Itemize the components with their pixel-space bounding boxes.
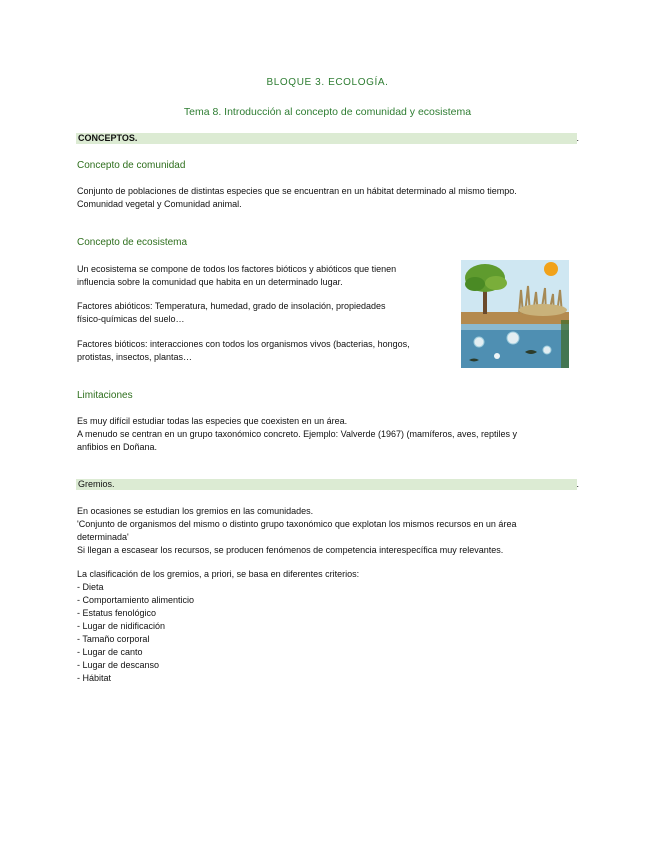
list-item: - Tamaño corporal bbox=[77, 634, 150, 644]
paragraph-abioticos bbox=[77, 300, 457, 326]
text-line: Un ecosistema se compone de todos los factores bióticos y abióticos que tienen bbox=[77, 264, 397, 274]
paragraph-gremios bbox=[77, 505, 516, 557]
microorganism bbox=[543, 346, 551, 354]
text-line: Es muy difícil estudiar todas las especies que coexisten en un área. bbox=[77, 416, 348, 426]
text-line: Comunidad vegetal y Comunidad animal. bbox=[77, 199, 242, 209]
text-line: En ocasiones se estudian los gremios en las comunidades. bbox=[77, 506, 314, 516]
document-subtitle: Tema 8. Introducción al concepto de comunidad y ecosistema bbox=[183, 106, 472, 118]
document-title: BLOQUE 3. ECOLOGÍA. bbox=[266, 77, 389, 88]
grass-mound bbox=[519, 304, 567, 316]
section-band-conceptos bbox=[76, 133, 577, 144]
tree-canopy-right bbox=[485, 276, 507, 290]
text-line: 'Conjunto de organismos del mismo o distinto grupo taxonómico que explotan los mismos recursos en un área bbox=[77, 519, 517, 529]
microorganism bbox=[494, 353, 500, 359]
criteria-list bbox=[77, 581, 359, 685]
paragraph-ecosistema bbox=[77, 263, 457, 289]
illustration-water-surface bbox=[461, 324, 569, 330]
list-item: - Estatus fenológico bbox=[77, 608, 157, 618]
list-item: - Lugar de nidificación bbox=[77, 621, 166, 631]
sun-icon bbox=[544, 262, 558, 276]
section-band-dot: . bbox=[576, 133, 579, 143]
section-label-gremios: Gremios. bbox=[78, 479, 115, 489]
ecosystem-illustration bbox=[461, 260, 569, 368]
criteria-intro: La clasificación de los gremios, a priori, se basa en diferentes criterios: bbox=[77, 569, 360, 579]
paragraph-comunidad bbox=[77, 185, 517, 211]
criteria-block bbox=[77, 568, 359, 685]
text-line: físico-químicas del suelo… bbox=[77, 314, 185, 324]
heading-comunidad: Concepto de comunidad bbox=[77, 160, 186, 171]
aquatic-plant bbox=[561, 320, 569, 368]
section-band-dot: . bbox=[576, 479, 579, 489]
heading-limitaciones: Limitaciones bbox=[77, 390, 133, 401]
text-line: Si llegan a escasear los recursos, se producen fenómenos de competencia interespecífica muy relevantes. bbox=[77, 545, 504, 555]
heading-ecosistema: Concepto de ecosistema bbox=[77, 237, 188, 248]
list-item: - Comportamiento alimenticio bbox=[77, 595, 195, 605]
tree-canopy-left bbox=[465, 277, 485, 291]
list-item: - Dieta bbox=[77, 582, 104, 592]
text-line: A menudo se centran en un grupo taxonómico concreto. Ejemplo: Valverde (1967) (mamíferos, aves, reptiles y bbox=[77, 429, 518, 439]
text-line: protistas, insectos, plantas… bbox=[77, 352, 193, 362]
paragraph-limitaciones bbox=[77, 415, 517, 454]
paragraph-bioticos bbox=[77, 338, 457, 364]
text-line: Factores abióticos: Temperatura, humedad, grado de insolación, propiedades bbox=[77, 301, 386, 311]
list-item: - Lugar de canto bbox=[77, 647, 143, 657]
text-line: anfibios en Doñana. bbox=[77, 442, 158, 452]
section-label-conceptos: CONCEPTOS. bbox=[78, 133, 138, 143]
text-line: Conjunto de poblaciones de distintas especies que se encuentran en un hábitat determinado al mismo tiempo. bbox=[77, 186, 517, 196]
list-item: - Hábitat bbox=[77, 673, 112, 683]
text-line: Factores bióticos: interacciones con todos los organismos vivos (bacterias, hongos, bbox=[77, 339, 410, 349]
microorganism bbox=[507, 332, 519, 344]
section-band-gremios bbox=[76, 479, 577, 490]
text-line: influencia sobre la comunidad que habita en un determinado lugar. bbox=[77, 277, 343, 287]
microorganism bbox=[474, 337, 484, 347]
text-line: determinada' bbox=[77, 532, 129, 542]
list-item: - Lugar de descanso bbox=[77, 660, 160, 670]
